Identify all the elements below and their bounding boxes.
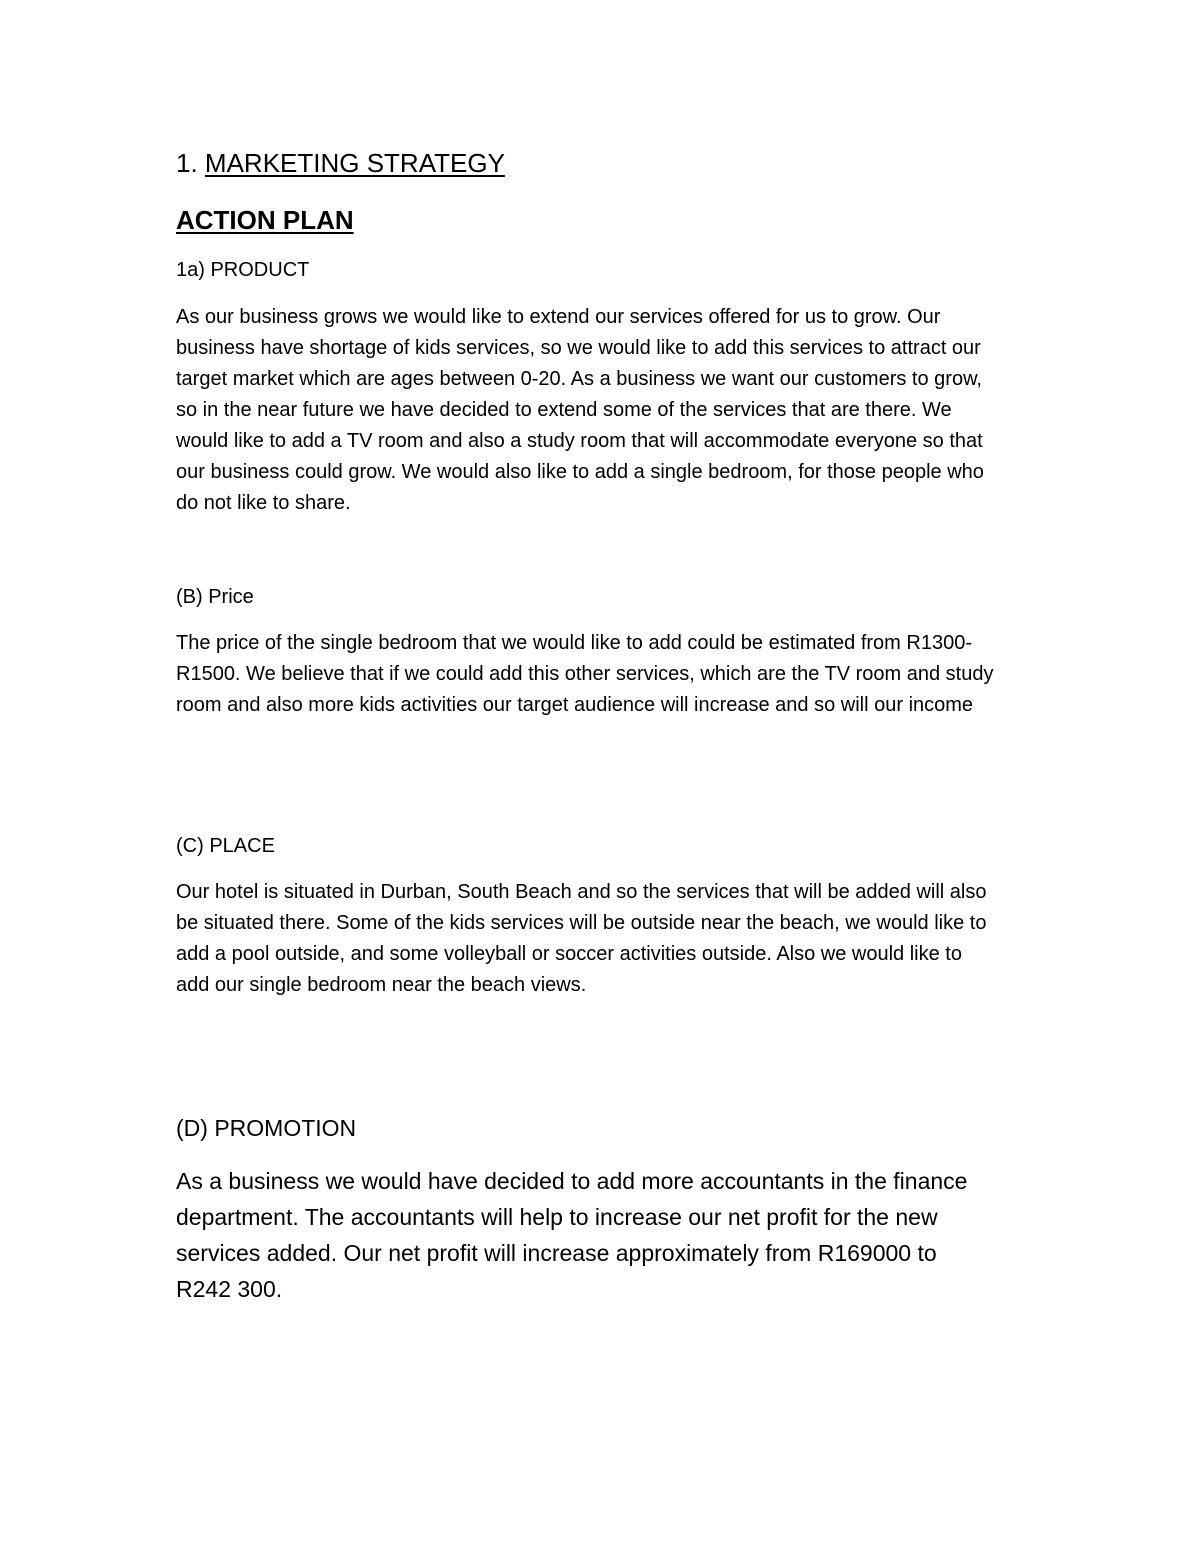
promotion-line: R242 300.	[176, 1276, 283, 1302]
product-line: business have shortage of kids services, so we would like to add this services to attract our	[176, 337, 981, 359]
price-line: room and also more kids activities our target audience will increase and so will our income	[176, 694, 974, 716]
promotion-paragraph	[176, 1163, 1076, 1307]
promotion-line: services added. Our net profit will increase approximately from R169000 to	[176, 1240, 937, 1266]
product-heading: 1a) PRODUCT	[176, 259, 310, 281]
heading-title: MARKETING STRATEGY	[204, 148, 505, 178]
action-plan-heading: ACTION PLAN	[176, 205, 354, 235]
product-line: our business could grow. We would also like to add a single bedroom, for those people who	[176, 461, 984, 483]
heading-number: 1.	[176, 148, 198, 178]
main-heading	[176, 145, 505, 181]
promotion-heading: (D) PROMOTION	[176, 1115, 357, 1141]
promotion-line: department. The accountants will help to increase our net profit for the new	[176, 1204, 938, 1230]
product-paragraph	[176, 302, 1076, 519]
price-line: R1500. We believe that if we could add this other services, which are the TV room and study	[176, 663, 994, 685]
place-line: be situated there. Some of the kids services will be outside near the beach, we would like to	[176, 912, 987, 934]
product-line: As our business grows we would like to extend our services offered for us to grow. Our	[176, 306, 941, 328]
place-line: Our hotel is situated in Durban, South Beach and so the services that will be added will also	[176, 881, 987, 903]
price-line: The price of the single bedroom that we would like to add could be estimated from R1300-	[176, 632, 972, 654]
place-line: add a pool outside, and some volleyball or soccer activities outside. Also we would like to	[176, 943, 962, 965]
place-heading: (C) PLACE	[176, 835, 275, 857]
product-line: do not like to share.	[176, 492, 351, 514]
price-heading: (B) Price	[176, 586, 254, 608]
place-line: add our single bedroom near the beach views.	[176, 974, 587, 996]
product-line: target market which are ages between 0-20. As a business we want our customers to grow,	[176, 368, 982, 390]
promotion-line: As a business we would have decided to add more accountants in the finance	[176, 1168, 968, 1194]
product-line: would like to add a TV room and also a study room that will accommodate everyone so that	[176, 430, 983, 452]
product-line: so in the near future we have decided to extend some of the services that are there. We	[176, 399, 952, 421]
place-paragraph	[176, 877, 1076, 1001]
price-paragraph	[176, 628, 1076, 721]
